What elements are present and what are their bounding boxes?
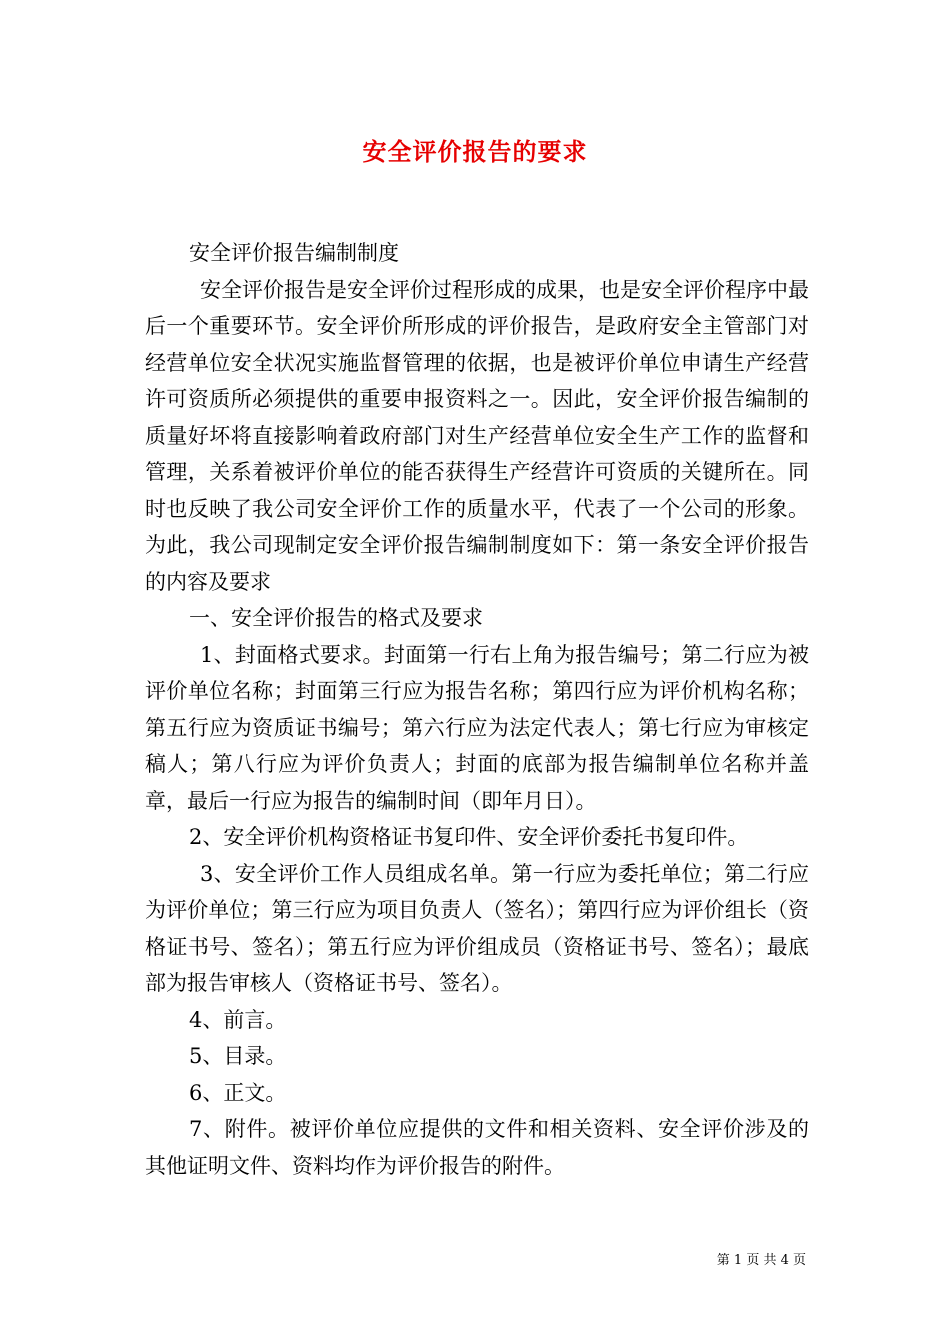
list-item: 1、封面格式要求。封面第一行右上角为报告编号；第二行应为被评价单位名称；封面第三行应为报告名称；第四行应为评价机构名称；第五行应为资质证书编号；第六行应为法定代表人；第七行应为审核定稿人；第八行应为评价负责人；封面的底部为报告编制单位名称并盖章，最后一行应为报告的编制时间（即年月日）。 xyxy=(145,642,809,813)
document-body xyxy=(145,235,809,1184)
list-item: 5、目录。 xyxy=(189,1044,287,1068)
list-item: 4、前言。 xyxy=(189,1007,287,1032)
section-1-heading: 一、安全评价报告的格式及要求 xyxy=(189,606,483,630)
list-item: 7、附件。被评价单位应提供的文件和相关资料、安全评价涉及的其他证明文件、资料均作为评价报告的附件。 xyxy=(145,1117,809,1178)
page-number: 第 1 页 共 4 页 xyxy=(716,1253,806,1268)
list-item: 2、安全评价机构资格证书复印件、安全评价委托书复印件。 xyxy=(189,825,749,849)
intro-paragraph: 安全评价报告是安全评价过程形成的成果，也是安全评价程序中最后一个重要环节。安全评价所形成的评价报告，是政府安全主管部门对经营单位安全状况实施监督管理的依据，也是被评价单位申请生产经营许可资质所必须提供的重要申报资料之一。因此，安全评价报告编制的质量好坏将直接影响着政府部门对生产经营单位安全生产工作的监督和管理，关系着被评价单位的能否获得生产经营许可资质的关键所在。同时也反映了我公司安全评价工作的质量水平，代表了一个公司的形象。为此，我公司现制定安全评价报告编制制度如下：第一条安全评价报告的内容及要求 xyxy=(145,277,809,594)
list-item: 6、正文。 xyxy=(189,1080,287,1105)
section-heading: 安全评价报告编制制度 xyxy=(189,241,399,265)
document-title: 安全评价报告的要求 xyxy=(362,137,588,166)
list-item: 3、安全评价工作人员组成名单。第一行应为委托单位；第二行应为评价单位；第三行应为项目负责人（签名）；第四行应为评价组长（资格证书号、签名）；第五行应为评价组成员（资格证书号、签名）；最底部为报告审核人（资格证书号、签名）。 xyxy=(145,861,809,995)
